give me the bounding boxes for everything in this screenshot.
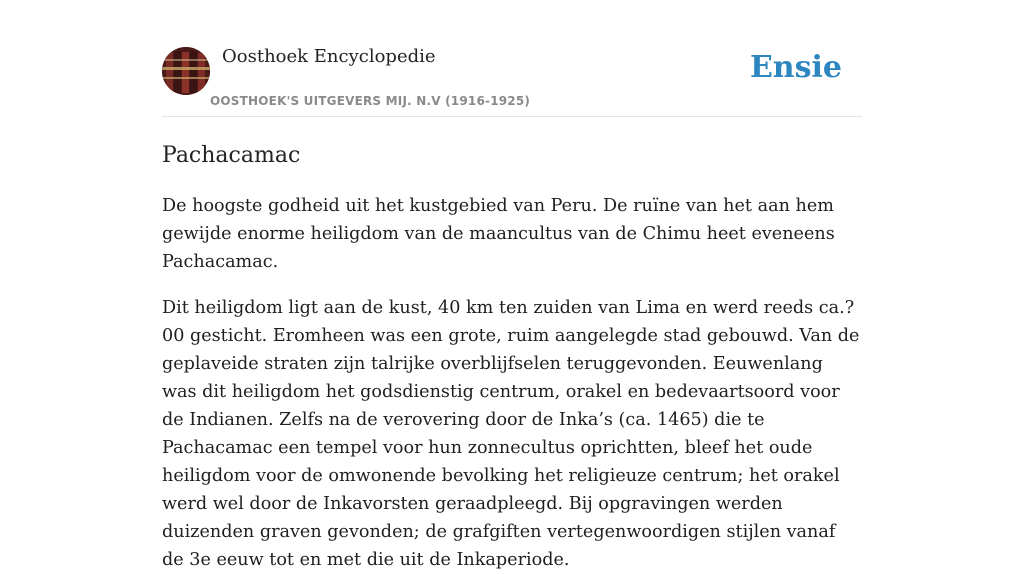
source-title[interactable]: Oosthoek Encyclopedie — [222, 46, 436, 67]
source-header — [162, 0, 862, 117]
brand-logo-link[interactable]: Ensie — [749, 50, 842, 85]
book-spines-icon[interactable] — [162, 47, 210, 95]
article-paragraph: De hoogste godheid uit het kustgebied van Peru. De ruïne van het aan hem gewijde enorme heiligdom van de maancultus van de Chimu heet eveneens Pachacamac. — [162, 196, 835, 272]
page-container — [162, 0, 862, 574]
source-subtitle: OOSTHOEK'S UITGEVERS MIJ. N.V (1916-1925) — [210, 94, 531, 108]
article-title: Pachacamac — [162, 143, 301, 168]
article-paragraph: Dit heiligdom ligt aan de kust, 40 km ten zuiden van Lima en werd reeds ca.?00 gesticht. Eromheen was een grote, ruim aangelegde stad gebouwd. Van de geplaveide straten zijn talrijke overblijfselen teruggevonden. Eeuwenlang was dit heiligdom het godsdienstig centrum, orakel en bedevaartsoord voor de Indianen. Zelfs na de verovering door de Inka’s (ca. 1465) die te Pachacamac een tempel voor hun zonnecultus oprichtten, bleef het oude heiligdom voor de omwonende bevolking het religieuze centrum; het orakel werd wel door de Inkavorsten geraadpleegd. Bij opgravingen werden duizenden graven gevonden; de grafgiften vertegenwoordigen stijlen vanaf de 3e eeuw tot en met die uit de Inkaperiode. — [162, 298, 860, 570]
